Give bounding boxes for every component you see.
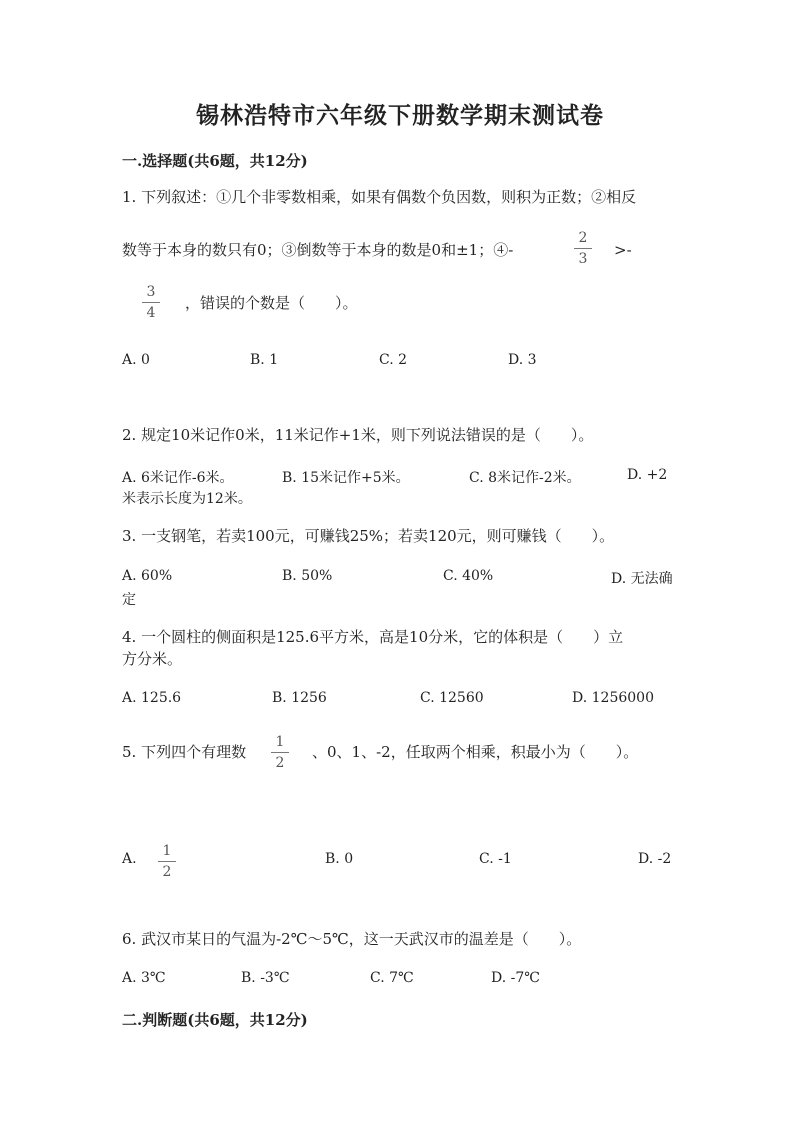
question-text: 1. 下列叙述：①几个非零数相乘，如果有偶数个负因数，则积为正数；②相反 xyxy=(122,188,637,206)
option-b: B. 50% xyxy=(282,568,333,584)
option-c: C. 2 xyxy=(379,352,408,368)
question-text: 、0、1、-2，任取两个相乘，积最小为（ ）。 xyxy=(312,743,639,761)
question-text: 4. 一个圆柱的侧面积是125.6平方米，高是10分米，它的体积是（ ）立 xyxy=(122,628,624,646)
option-a: A. 0 xyxy=(122,352,150,368)
numerator: 1 xyxy=(162,843,172,859)
question-text: 3. 一支钢笔，若卖100元，可赚钱25%；若卖120元，则可赚钱（ ）。 xyxy=(122,527,615,545)
section-heading-choice: 一.选择题(共6题，共12分) xyxy=(122,152,308,170)
numerator: 3 xyxy=(146,284,156,300)
question-text: 5. 下列四个有理数 xyxy=(122,743,247,761)
question-text: 数等于本身的数只有0；③倒数等于本身的数是0和±1；④- xyxy=(122,241,514,259)
option-c: C. -1 xyxy=(479,851,512,867)
option-b: B. 1256 xyxy=(272,690,327,706)
numerator: 1 xyxy=(275,734,285,750)
option-c: C. 8米记作-2米。 xyxy=(469,470,581,486)
option-d: D. -2 xyxy=(638,851,672,867)
option-d: D. 3 xyxy=(508,352,537,368)
option-d-wrap: 米表示长度为12米。 xyxy=(122,491,252,507)
question-text: ，错误的个数是（ ）。 xyxy=(185,294,358,312)
option-b: B. 15米记作+5米。 xyxy=(282,470,410,486)
question-text: >- xyxy=(614,241,632,259)
option-b: B. 0 xyxy=(325,851,354,867)
denominator: 3 xyxy=(578,251,588,267)
option-a: A. 6米记作-6米。 xyxy=(122,470,234,486)
fraction-bar xyxy=(158,861,176,862)
option-a: A. xyxy=(122,851,137,867)
section-heading-judgment: 二.判断题(共6题，共12分) xyxy=(122,1011,308,1029)
option-a: A. 60% xyxy=(122,568,173,584)
fraction xyxy=(270,734,290,771)
option-b: B. -3℃ xyxy=(241,970,290,986)
fraction xyxy=(573,230,593,267)
fraction-bar xyxy=(271,752,289,753)
option-a: A. 3℃ xyxy=(122,970,166,986)
fraction xyxy=(141,284,161,321)
option-d: D. +2 xyxy=(627,467,668,483)
numerator: 2 xyxy=(578,230,588,246)
fraction-bar xyxy=(142,302,160,303)
fraction xyxy=(157,843,177,880)
option-d: D. 无法确 xyxy=(611,571,673,587)
page-title: 锡林浩特市六年级下册数学期末测试卷 xyxy=(196,102,604,129)
question-text: 方分米。 xyxy=(122,650,183,668)
option-b: B. 1 xyxy=(250,352,279,368)
option-c: C. 12560 xyxy=(420,690,484,706)
option-d: D. -7℃ xyxy=(491,970,540,986)
option-a: A. 125.6 xyxy=(122,690,182,706)
question-text: 6. 武汉市某日的气温为-2℃～5℃，这一天武汉市的温差是（ ）。 xyxy=(122,930,582,948)
question-text: 2. 规定10米记作0米，11米记作+1米，则下列说法错误的是（ ）。 xyxy=(122,426,594,444)
option-d: D. 1256000 xyxy=(572,690,654,706)
fraction-bar xyxy=(574,248,592,249)
option-c: C. 7℃ xyxy=(370,970,414,986)
option-d-wrap: 定 xyxy=(122,592,136,608)
denominator: 4 xyxy=(146,305,156,321)
denominator: 2 xyxy=(162,864,172,880)
denominator: 2 xyxy=(275,755,285,771)
option-c: C. 40% xyxy=(443,568,494,584)
